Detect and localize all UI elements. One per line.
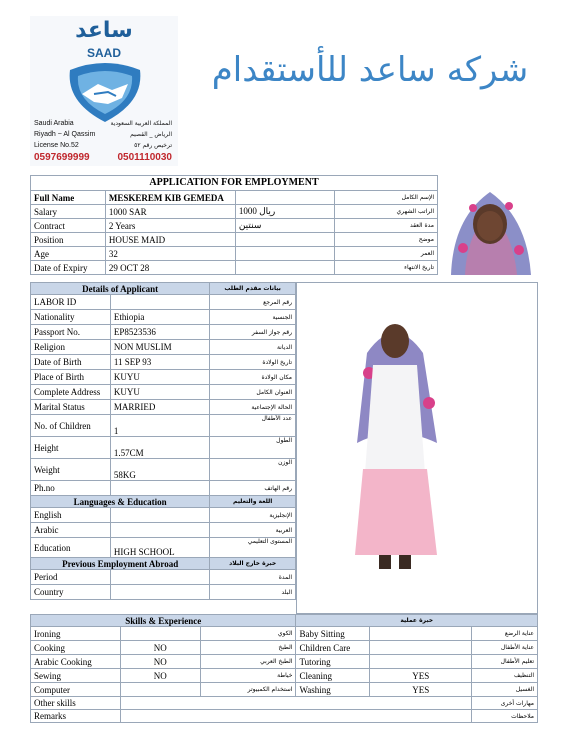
skill-left-value (120, 683, 200, 697)
main-row-extra: 1000 ريال (235, 205, 335, 219)
skill-left-value: NO (120, 641, 200, 655)
skill-left-value: NO (120, 669, 200, 683)
main-row-value: 2 Years (105, 219, 235, 233)
languages-row-ar: المستوى التعليمي (210, 538, 296, 558)
main-row-ar: مدة العقد (335, 219, 438, 233)
other-skills-ar: مهارات أخرى (472, 697, 538, 710)
skills-row (31, 655, 538, 669)
main-row-value: MESKEREM KIB GEMEDA (105, 191, 235, 205)
main-row (31, 233, 438, 247)
applicant-row-label: LABOR ID (31, 295, 111, 310)
applicant-row-value: NON MUSLIM (110, 340, 209, 355)
main-row-label: Position (31, 233, 106, 247)
company-logo (30, 16, 178, 166)
previous-row-ar: المدة (210, 570, 296, 585)
logo-license-ar: ترخيص رقم ٥٢ (134, 142, 172, 149)
skill-left-label: Computer (31, 683, 121, 697)
main-row-ar: العمر (335, 247, 438, 261)
skill-left-ar: استخدام الكمبيوتر (200, 683, 296, 697)
previous-row-value (110, 570, 209, 585)
other-skills-value (120, 697, 471, 710)
main-row (31, 205, 438, 219)
applicant-row-ar: عدد الأطفال (210, 415, 296, 437)
main-row (31, 219, 438, 233)
applicant-header-ar: بيانات مقدم الطلب (210, 283, 296, 295)
main-row-label: Date of Expiry (31, 261, 106, 275)
applicant-row-label: Marital Status (31, 400, 111, 415)
languages-row-value: HIGH SCHOOL (110, 538, 209, 558)
applicant-row (31, 370, 296, 385)
applicant-row-label: Ph.no (31, 481, 111, 496)
applicant-row-label: Place of Birth (31, 370, 111, 385)
applicant-row (31, 481, 296, 496)
skill-right-ar: الغسيل (472, 683, 538, 697)
skills-row (31, 669, 538, 683)
main-row-ar: الراتب الشهري (335, 205, 438, 219)
logo-city-en: Riyadh ~ Al Qassim (34, 131, 96, 138)
skill-left-value: NO (120, 655, 200, 669)
skill-right-label: Tutoring (296, 655, 370, 669)
skill-left-value (120, 627, 200, 641)
skill-right-ar: عناية الأطفال (472, 641, 538, 655)
applicant-row (31, 385, 296, 400)
main-row-ar: الإسم الكامل (335, 191, 438, 205)
applicant-row-ar: تاريخ الولادة (210, 355, 296, 370)
skill-right-value (370, 641, 472, 655)
skills-row (31, 683, 538, 697)
applicant-row-value: 1 (110, 415, 209, 437)
other-skills-label: Other skills (31, 697, 121, 710)
applicant-row-ar: مكان الولادة (210, 370, 296, 385)
full-body-photo (296, 282, 538, 614)
skill-right-ar: التنظيف (472, 669, 538, 683)
main-row-label: Age (31, 247, 106, 261)
skill-left-ar: الكوي (200, 627, 296, 641)
company-name: شركه ساعد للأستقدام (211, 50, 529, 90)
languages-header-ar: اللغة والتعليم (210, 496, 296, 508)
skill-left-label: Cooking (31, 641, 121, 655)
languages-row-ar: العربية (210, 523, 296, 538)
applicant-table (30, 282, 296, 600)
applicant-row-value: KUYU (110, 385, 209, 400)
main-row-extra (235, 247, 335, 261)
logo-phone-1: 0597699999 (34, 152, 90, 163)
applicant-row-label: Height (31, 437, 111, 459)
logo-word: ساعد (75, 18, 133, 43)
main-row-ar: موضح (335, 233, 438, 247)
skill-right-label: Baby Sitting (296, 627, 370, 641)
logo-sub: SAAD (86, 46, 121, 60)
skill-right-label: Washing (296, 683, 370, 697)
applicant-row (31, 437, 296, 459)
skill-left-label: Sewing (31, 669, 121, 683)
applicant-row-value: 11 SEP 93 (110, 355, 209, 370)
skills-row (31, 641, 538, 655)
handshake-icon (64, 62, 146, 124)
applicant-row-ar: الوزن (210, 459, 296, 481)
applicant-row-value: EP8523536 (110, 325, 209, 340)
skills-row (31, 627, 538, 641)
applicant-row-value: Ethiopia (110, 310, 209, 325)
main-row-label: Contract (31, 219, 106, 233)
applicant-row-ar: رقم الهاتف (210, 481, 296, 496)
main-row-label: Salary (31, 205, 106, 219)
applicant-row (31, 355, 296, 370)
applicant-row-label: Complete Address (31, 385, 111, 400)
main-row (31, 247, 438, 261)
main-row-extra (235, 191, 335, 205)
applicant-row-label: Nationality (31, 310, 111, 325)
page-title: APPLICATION FOR EMPLOYMENT (30, 175, 438, 191)
main-row-label: Full Name (31, 191, 106, 205)
main-info-table (30, 190, 438, 275)
applicant-row-label: No. of Children (31, 415, 111, 437)
skill-left-label: Arabic Cooking (31, 655, 121, 669)
main-row-extra (235, 261, 335, 275)
previous-header-ar: خبرة خارج البلاد (210, 558, 296, 570)
previous-row-label: Country (31, 585, 111, 600)
languages-row-value (110, 523, 209, 538)
logo-license-en: License No.52 (34, 142, 79, 149)
applicant-row-value: 1.57CM (110, 437, 209, 459)
remarks-label: Remarks (31, 710, 121, 723)
skill-right-label: Cleaning (296, 669, 370, 683)
applicant-row (31, 340, 296, 355)
skill-left-label: Ironing (31, 627, 121, 641)
skills-header-ar: خبرة عملية (296, 615, 538, 627)
skill-left-ar: الطبخ العربي (200, 655, 296, 669)
skills-table (30, 614, 538, 723)
applicant-row-ar: الجنسية (210, 310, 296, 325)
remarks-value (120, 710, 471, 723)
languages-row-label: Arabic (31, 523, 111, 538)
previous-row-ar: البلد (210, 585, 296, 600)
skill-right-value: YES (370, 683, 472, 697)
portrait-photo (443, 178, 538, 275)
languages-row-ar: الإنجليزية (210, 508, 296, 523)
applicant-row (31, 310, 296, 325)
languages-row-value (110, 508, 209, 523)
previous-row-value (110, 585, 209, 600)
main-row-value: HOUSE MAID (105, 233, 235, 247)
skills-header: Skills & Experience (31, 615, 296, 627)
applicant-row (31, 325, 296, 340)
skill-right-label: Children Care (296, 641, 370, 655)
applicant-row-label: Date of Birth (31, 355, 111, 370)
applicant-row-value: 58KG (110, 459, 209, 481)
applicant-row (31, 459, 296, 481)
main-row (31, 261, 438, 275)
applicant-row-value: MARRIED (110, 400, 209, 415)
languages-row-label: Education (31, 538, 111, 558)
main-row-value: 1000 SAR (105, 205, 235, 219)
applicant-row-ar: رقم جواز السفر (210, 325, 296, 340)
skill-left-ar: خياطة (200, 669, 296, 683)
logo-country-en: Saudi Arabia (34, 120, 74, 127)
main-row-value: 32 (105, 247, 235, 261)
previous-header: Previous Employment Abroad (31, 558, 210, 570)
languages-header: Languages & Education (31, 496, 210, 508)
skill-right-ar: عناية الرضع (472, 627, 538, 641)
previous-row-label: Period (31, 570, 111, 585)
languages-row-label: English (31, 508, 111, 523)
applicant-row-ar: الديانة (210, 340, 296, 355)
logo-phone-2: 0501110030 (117, 152, 172, 163)
previous-row (31, 585, 296, 600)
applicant-row-ar: العنوان الكامل (210, 385, 296, 400)
languages-row (31, 508, 296, 523)
logo-country-ar: المملكة العربية السعودية (110, 120, 172, 127)
applicant-row-label: Weight (31, 459, 111, 481)
applicant-row-label: Passport No. (31, 325, 111, 340)
applicant-row-ar: الطول (210, 437, 296, 459)
applicant-row-label: Religion (31, 340, 111, 355)
applicant-row (31, 295, 296, 310)
skill-right-value (370, 655, 472, 669)
applicant-header: Details of Applicant (31, 283, 210, 295)
applicant-row-value (110, 481, 209, 496)
remarks-ar: ملاحظات (472, 710, 538, 723)
applicant-row-ar: الحالة الإجتماعية (210, 400, 296, 415)
languages-row (31, 538, 296, 558)
applicant-row-ar: رقم المرجع (210, 295, 296, 310)
applicant-row-value (110, 295, 209, 310)
applicant-row (31, 415, 296, 437)
languages-row (31, 523, 296, 538)
skill-left-ar: الطبخ (200, 641, 296, 655)
applicant-row-value: KUYU (110, 370, 209, 385)
skill-right-value: YES (370, 669, 472, 683)
main-row (31, 191, 438, 205)
skill-right-ar: تعليم الأطفال (472, 655, 538, 669)
logo-city-ar: الرياض _ القصيم (130, 131, 172, 138)
skill-right-value (370, 627, 472, 641)
main-row-ar: تاريخ الانتهاء (335, 261, 438, 275)
main-row-extra (235, 233, 335, 247)
applicant-row (31, 400, 296, 415)
main-row-value: 29 OCT 28 (105, 261, 235, 275)
main-row-extra: سنتين (235, 219, 335, 233)
previous-row (31, 570, 296, 585)
